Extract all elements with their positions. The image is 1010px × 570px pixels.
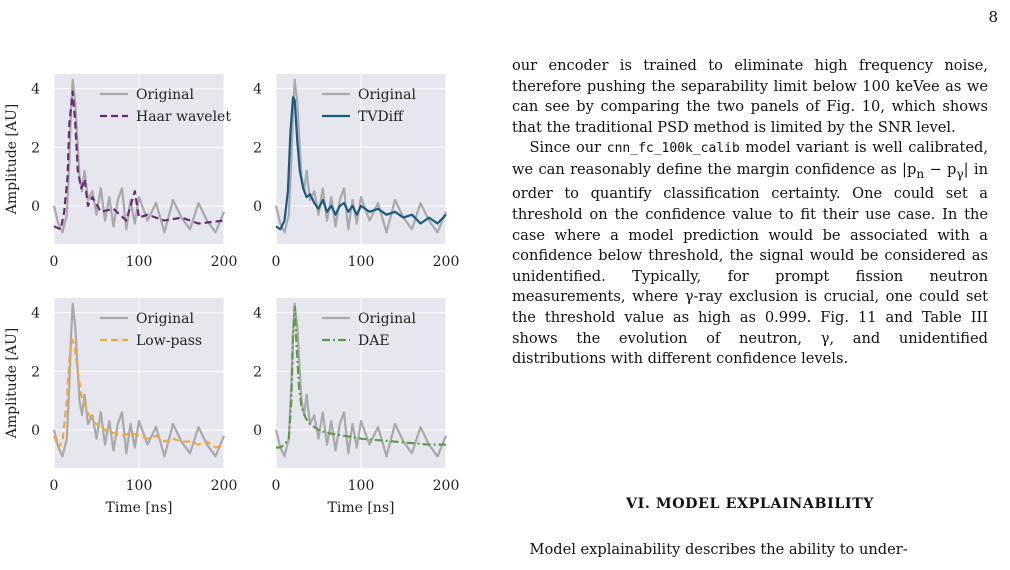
y-tick-label: 4 <box>253 305 262 322</box>
legend-label: Haar wavelet <box>136 109 231 125</box>
y-tick-label: 2 <box>253 140 262 157</box>
x-tick-label: 0 <box>271 254 281 270</box>
page-number: 8 <box>988 8 998 26</box>
legend-label: Low-pass <box>136 333 203 349</box>
x-tick-label: 0 <box>49 254 59 270</box>
x-tick-label: 200 <box>210 478 238 494</box>
x-tick-label: 0 <box>49 478 59 494</box>
y-tick-label: 2 <box>253 364 262 381</box>
x-tick-label: 0 <box>271 478 281 494</box>
y-tick-label: 0 <box>31 422 40 439</box>
paragraph-1: our encoder is trained to eliminate high frequency noise, therefore pushing the separability limit below 100 keVee as we can see by comparing the two panels of Fig. 10, which shows that the traditional PSD method is limited by the SNR level. <box>512 57 988 136</box>
legend-label: TVDiff <box>358 109 404 125</box>
x-axis-label: Time [ns] <box>327 500 395 516</box>
paragraph-2-text-b: model variant is well calibrated, we can reasonably define the margin confidence as |p <box>512 139 988 178</box>
x-tick-label: 100 <box>125 254 153 270</box>
y-tick-label: 4 <box>253 81 262 98</box>
x-tick-label: 200 <box>432 254 460 270</box>
x-tick-label: 100 <box>347 478 375 494</box>
y-tick-label: 0 <box>31 198 40 215</box>
legend-label: Original <box>136 87 194 103</box>
section-title: VI. MODEL EXPLAINABILITY <box>625 496 875 512</box>
subscript-n: n <box>916 166 925 181</box>
x-tick-label: 100 <box>125 478 153 494</box>
legend-label: Original <box>358 87 416 103</box>
y-tick-label: 4 <box>31 305 40 322</box>
paragraph-3-first-line: Model explainability describes the ability to under- <box>529 541 908 558</box>
paragraph-2-text-a: Since our <box>529 139 607 157</box>
x-tick-label: 200 <box>432 478 460 494</box>
paragraph-2-text-c: − p <box>924 160 957 178</box>
paragraph-2 <box>512 138 988 369</box>
legend-label: DAE <box>358 333 390 349</box>
x-axis-label: Time [ns] <box>105 500 173 516</box>
y-tick-label: 0 <box>253 422 262 439</box>
y-tick-label: 0 <box>253 198 262 215</box>
legend-label: Original <box>358 311 416 327</box>
x-tick-label: 100 <box>347 254 375 270</box>
model-name: cnn_fc_100k_calib <box>606 141 740 157</box>
subscript-gamma: γ <box>956 166 964 181</box>
legend-label: Original <box>136 311 194 327</box>
y-axis-label: Amplitude [AU] <box>4 103 20 215</box>
y-axis-label: Amplitude [AU] <box>4 327 20 439</box>
figure <box>0 60 470 540</box>
figure-canvas <box>0 60 470 540</box>
y-tick-label: 2 <box>31 364 40 381</box>
body-text <box>512 56 988 370</box>
y-tick-label: 4 <box>31 81 40 98</box>
x-tick-label: 200 <box>210 254 238 270</box>
paragraph-2-text-d: | in order to quantify classification certainty. One could set a threshold on the confidence value to fit their use case. In the case where a model prediction would be associated with a confidence below threshold, the signal would be considered as unidentified. Typically, for prompt fission neutron measurements, where γ-ray exclusion is crucial, one could set the threshold value as high as 0.999. Fig. 11 and Table III shows the evolution of neutron, γ, and unidentified distributions with different confidence levels. <box>512 160 988 368</box>
y-tick-label: 2 <box>31 140 40 157</box>
